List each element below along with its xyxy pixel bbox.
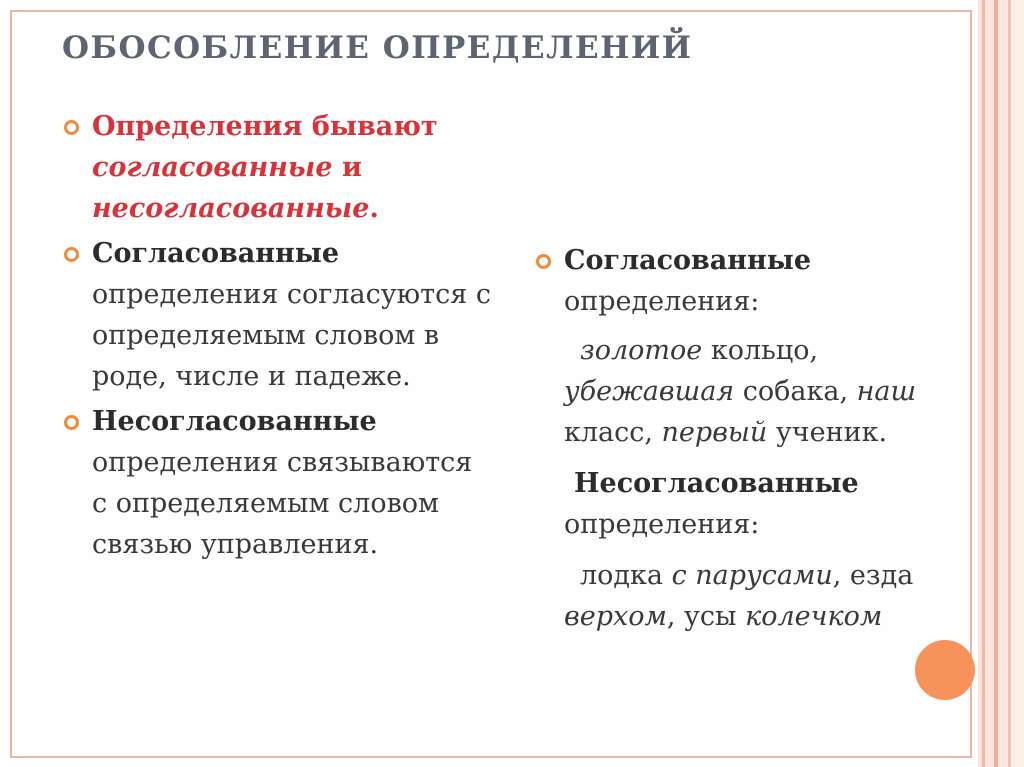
example-word: верхом — [564, 601, 667, 632]
bullet-icon — [64, 247, 79, 262]
example-line — [564, 335, 818, 366]
left-column — [64, 106, 494, 569]
example-text: , усы — [666, 601, 746, 632]
example-word: золотое — [580, 335, 703, 366]
intro-text — [92, 111, 438, 224]
agreed-examples — [564, 330, 956, 453]
example-text: собака, — [734, 376, 857, 407]
intro-term-nonagreed: несогласованные — [92, 193, 370, 224]
list-item-agreed — [64, 233, 494, 397]
example-word: первый — [661, 417, 768, 448]
nonagreed-heading: Несогласованные — [92, 406, 377, 437]
slide-title: ОБОСОБЛЕНИЕ ОПРЕДЕЛЕНИЙ — [62, 30, 693, 66]
examples-nonagreed-heading — [564, 463, 956, 545]
example-word: с парусами — [671, 560, 833, 591]
decorative-circle — [915, 640, 975, 700]
agreed-heading: Согласованные — [92, 238, 340, 269]
nonagreed-examples-subheading: определения: — [564, 509, 760, 540]
bullet-icon — [64, 415, 79, 430]
right-column — [536, 240, 956, 647]
intro-term-agreed: согласованные — [92, 152, 333, 183]
example-text: лодка — [580, 560, 672, 591]
bullet-icon — [536, 254, 551, 269]
example-text: класс, — [564, 417, 662, 448]
example-word: убежавшая — [564, 376, 735, 407]
agreed-examples-heading: Согласованные — [564, 245, 812, 276]
intro-part: и — [332, 152, 363, 183]
example-text: ученик. — [767, 417, 888, 448]
decorative-stripes — [978, 0, 1024, 767]
agreed-examples-subheading: определения: — [564, 286, 760, 317]
example-word: колечком — [745, 601, 883, 632]
examples-agreed-heading — [536, 240, 956, 322]
nonagreed-examples-heading: Несогласованные — [574, 468, 859, 499]
example-line — [564, 560, 913, 591]
example-text: , езда — [832, 560, 914, 591]
bullet-icon — [64, 120, 79, 135]
list-item-nonagreed — [64, 401, 494, 565]
example-text: кольцо, — [702, 335, 819, 366]
intro-part: . — [369, 193, 379, 224]
nonagreed-description: определения связываются с определяемым словом связью управления. — [92, 447, 473, 560]
agreed-description: определения согласуются с определяемым словом в роде, числе и падеже. — [92, 279, 491, 392]
list-item-intro — [64, 106, 494, 229]
example-word: наш — [856, 376, 917, 407]
nonagreed-examples — [564, 555, 956, 637]
intro-part: Определения бывают — [92, 111, 438, 142]
